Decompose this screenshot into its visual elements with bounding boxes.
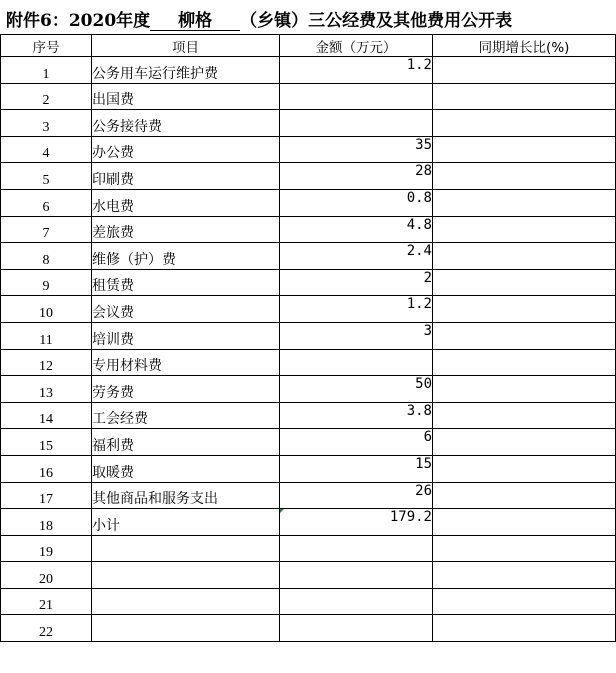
- table-row: [1, 455, 616, 482]
- cell-item[interactable]: 出国费: [92, 83, 280, 110]
- cell-amount[interactable]: 3.8: [280, 402, 433, 429]
- cell-item[interactable]: 办公费: [92, 136, 280, 163]
- cell-item[interactable]: 维修（护）费: [92, 243, 280, 270]
- cell-yoy[interactable]: [433, 216, 616, 243]
- header-yoy[interactable]: 同期增长比(%): [433, 35, 616, 57]
- header-seq[interactable]: 序号: [1, 35, 92, 57]
- cell-seq[interactable]: 5: [1, 163, 92, 190]
- cell-item[interactable]: 工会经费: [92, 402, 280, 429]
- cell-amount[interactable]: [280, 349, 433, 376]
- cell-yoy[interactable]: [433, 136, 616, 163]
- cell-marker-icon: [280, 509, 284, 513]
- cell-item[interactable]: 会议费: [92, 296, 280, 323]
- cell-amount[interactable]: [280, 535, 433, 562]
- table-row: [1, 110, 616, 137]
- table-row: [1, 83, 616, 110]
- table-row: [1, 509, 616, 536]
- header-amount[interactable]: 金额（万元）: [280, 35, 433, 57]
- title-row: [0, 0, 616, 34]
- cell-item[interactable]: 福利费: [92, 429, 280, 456]
- cell-item[interactable]: 租赁费: [92, 269, 280, 296]
- cell-yoy[interactable]: [433, 509, 616, 536]
- cell-yoy[interactable]: [433, 57, 616, 84]
- expense-table: [0, 34, 616, 642]
- cell-yoy[interactable]: [433, 482, 616, 509]
- table-row: [1, 429, 616, 456]
- table-row: [1, 296, 616, 323]
- cell-amount[interactable]: 0.8: [280, 189, 433, 216]
- cell-yoy[interactable]: [433, 189, 616, 216]
- cell-item[interactable]: [92, 588, 280, 615]
- cell-yoy[interactable]: [433, 535, 616, 562]
- page-title: [6, 6, 512, 31]
- cell-amount[interactable]: [280, 588, 433, 615]
- cell-amount[interactable]: 3: [280, 322, 433, 349]
- cell-yoy[interactable]: [433, 322, 616, 349]
- cell-item[interactable]: 专用材料费: [92, 349, 280, 376]
- cell-item[interactable]: [92, 615, 280, 642]
- cell-seq[interactable]: 22: [1, 615, 92, 642]
- cell-amount[interactable]: 35: [280, 136, 433, 163]
- cell-yoy[interactable]: [433, 83, 616, 110]
- cell-seq[interactable]: 21: [1, 588, 92, 615]
- cell-seq[interactable]: 3: [1, 110, 92, 137]
- cell-amount[interactable]: 2: [280, 269, 433, 296]
- cell-amount[interactable]: 15: [280, 455, 433, 482]
- cell-yoy[interactable]: [433, 163, 616, 190]
- cell-amount[interactable]: 6: [280, 429, 433, 456]
- cell-amount[interactable]: [280, 562, 433, 589]
- table-row: [1, 216, 616, 243]
- cell-seq[interactable]: 4: [1, 136, 92, 163]
- cell-item[interactable]: 培训费: [92, 322, 280, 349]
- cell-seq[interactable]: 17: [1, 482, 92, 509]
- title-prefix: 附件6：2020年度: [6, 11, 151, 31]
- title-suffix: （乡镇）三公经费及其他费用公开表: [240, 11, 513, 31]
- cell-yoy[interactable]: [433, 376, 616, 403]
- cell-amount[interactable]: 50: [280, 376, 433, 403]
- header-item[interactable]: 项目: [92, 35, 280, 57]
- table-row: [1, 322, 616, 349]
- cell-seq[interactable]: 12: [1, 349, 92, 376]
- cell-amount[interactable]: [280, 615, 433, 642]
- cell-seq[interactable]: 11: [1, 322, 92, 349]
- cell-amount[interactable]: [280, 83, 433, 110]
- cell-yoy[interactable]: [433, 243, 616, 270]
- table-row: [1, 349, 616, 376]
- table-row: [1, 482, 616, 509]
- cell-item[interactable]: [92, 562, 280, 589]
- cell-amount[interactable]: [280, 110, 433, 137]
- cell-seq[interactable]: 9: [1, 269, 92, 296]
- cell-amount[interactable]: 4.8: [280, 216, 433, 243]
- table-row: [1, 136, 616, 163]
- table-row: [1, 402, 616, 429]
- cell-amount[interactable]: 1.2: [280, 57, 433, 84]
- title-town[interactable]: 柳格: [150, 12, 240, 31]
- cell-seq[interactable]: 13: [1, 376, 92, 403]
- cell-amount[interactable]: 1.2: [280, 296, 433, 323]
- cell-yoy[interactable]: [433, 615, 616, 642]
- cell-seq[interactable]: 8: [1, 243, 92, 270]
- cell-yoy[interactable]: [433, 349, 616, 376]
- cell-seq[interactable]: 1: [1, 57, 92, 84]
- cell-item[interactable]: 取暖费: [92, 455, 280, 482]
- cell-yoy[interactable]: [433, 110, 616, 137]
- cell-seq[interactable]: 2: [1, 83, 92, 110]
- table-row: [1, 189, 616, 216]
- cell-seq[interactable]: 10: [1, 296, 92, 323]
- cell-yoy[interactable]: [433, 296, 616, 323]
- cell-yoy[interactable]: [433, 269, 616, 296]
- cell-item[interactable]: 差旅费: [92, 216, 280, 243]
- cell-yoy[interactable]: [433, 562, 616, 589]
- table-row: [1, 57, 616, 84]
- cell-item[interactable]: 劳务费: [92, 376, 280, 403]
- table-row: [1, 243, 616, 270]
- header-row: [1, 35, 616, 57]
- cell-amount[interactable]: 2.4: [280, 243, 433, 270]
- table-body: [1, 57, 616, 642]
- cell-amount[interactable]: 28: [280, 163, 433, 190]
- cell-seq[interactable]: 7: [1, 216, 92, 243]
- table-row: [1, 615, 616, 642]
- cell-item[interactable]: 公务用车运行维护费: [92, 57, 280, 84]
- cell-item[interactable]: 水电费: [92, 189, 280, 216]
- cell-item[interactable]: 小计: [92, 509, 280, 536]
- cell-seq[interactable]: 15: [1, 429, 92, 456]
- cell-seq[interactable]: 6: [1, 189, 92, 216]
- cell-item[interactable]: 公务接待费: [92, 110, 280, 137]
- cell-seq[interactable]: 19: [1, 535, 92, 562]
- table-row: [1, 376, 616, 403]
- cell-seq[interactable]: 18: [1, 509, 92, 536]
- cell-item[interactable]: [92, 535, 280, 562]
- table-row: [1, 588, 616, 615]
- table-row: [1, 269, 616, 296]
- cell-yoy[interactable]: [433, 429, 616, 456]
- cell-item[interactable]: 印刷费: [92, 163, 280, 190]
- cell-amount[interactable]: 179.2: [280, 509, 433, 536]
- cell-item[interactable]: 其他商品和服务支出: [92, 482, 280, 509]
- cell-yoy[interactable]: [433, 455, 616, 482]
- cell-seq[interactable]: 14: [1, 402, 92, 429]
- cell-seq[interactable]: 16: [1, 455, 92, 482]
- table-row: [1, 535, 616, 562]
- cell-yoy[interactable]: [433, 402, 616, 429]
- cell-yoy[interactable]: [433, 588, 616, 615]
- table-row: [1, 562, 616, 589]
- cell-seq[interactable]: 20: [1, 562, 92, 589]
- table-row: [1, 163, 616, 190]
- cell-amount[interactable]: 26: [280, 482, 433, 509]
